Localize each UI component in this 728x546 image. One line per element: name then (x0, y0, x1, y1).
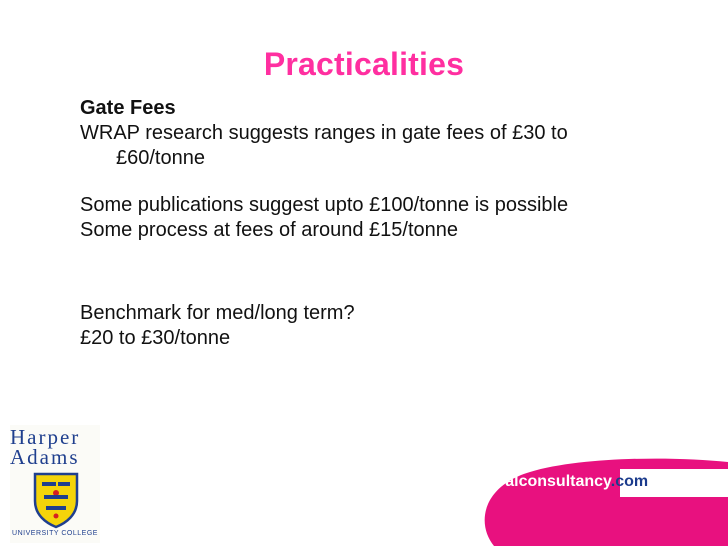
ruralconsultancy-link[interactable] (483, 473, 648, 491)
logo-subtitle: UNIVERSITY COLLEGE (12, 530, 98, 537)
ruralconsultancy-badge (470, 452, 728, 546)
section-heading: Gate Fees (80, 97, 176, 119)
body-line-publications: Some publications suggest upto £100/tonne is possible (80, 194, 569, 216)
badge-main-text: ruralconsultancy (483, 473, 611, 490)
body-line-process: Some process at fees of around £15/tonne (80, 219, 459, 241)
body-line-benchmark: Benchmark for med/long term? (80, 302, 355, 324)
slide-title: Practicalities (263, 46, 465, 82)
crest-icon (32, 471, 80, 529)
body-line-wrap: WRAP research suggests ranges in gate fees of £30 to (80, 122, 568, 144)
badge-suffix-text: .com (610, 473, 649, 490)
body-line-range: £20 to £30/tonne (80, 327, 231, 349)
logo-word-harper: Harper (10, 425, 81, 449)
slide-body (80, 96, 700, 351)
logo-word-adams: Adams (10, 445, 80, 469)
harper-adams-logo (10, 425, 100, 543)
body-line-wrap-cont: £60/tonne (116, 147, 205, 169)
